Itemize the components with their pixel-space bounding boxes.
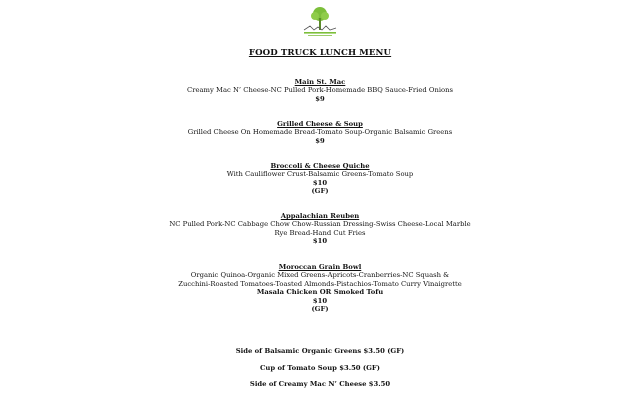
item-name: Grilled Cheese & Soup <box>277 120 363 128</box>
item-name: Appalachian Reuben <box>280 212 360 220</box>
side-creamy-mac: Side of Creamy Mac N’ Cheese $3.50 <box>249 380 391 388</box>
item-price: $10 <box>312 296 328 305</box>
menu-item-moroccan-grain-bowl <box>0 263 640 313</box>
menu-title: FOOD TRUCK LUNCH MENU <box>248 48 392 58</box>
side-balsamic-greens: Side of Balsamic Organic Greens $3.50 (GF) <box>235 347 405 355</box>
item-description: Creamy Mac N’ Cheese-NC Pulled Pork-Homemade BBQ Sauce-Fried Onions <box>187 86 453 95</box>
item-description-line-1: NC Pulled Pork-NC Cabbage Chow Chow-Russian Dressing-Swiss Cheese-Local Marble <box>169 220 471 229</box>
item-price: $10 <box>312 178 328 187</box>
item-description-line-2: Rye Bread-Hand Cut Fries <box>274 228 366 237</box>
item-price: $9 <box>315 136 325 145</box>
item-name: Broccoli & Cheese Quiche <box>270 162 370 170</box>
menu-item-grilled-cheese-soup <box>0 120 640 145</box>
gluten-free-tag: (GF) <box>311 305 329 314</box>
menu-item-main-st-mac <box>0 78 640 103</box>
item-description: With Cauliflower Crust-Balsamic Greens-Tomato Soup <box>226 170 414 179</box>
item-description-line-1: Organic Quinoa-Organic Mixed Greens-Apricots-Cranberries-NC Squash & <box>190 271 450 280</box>
item-description-line-2: Zucchini-Roasted Tomatoes-Toasted Almonds-Pistachios-Tomato Curry Vinaigrette <box>178 279 462 288</box>
item-name: Main St. Mac <box>294 78 346 86</box>
menu-item-broccoli-quiche <box>0 162 640 196</box>
item-description: Grilled Cheese On Homemade Bread-Tomato Soup-Organic Balsamic Greens <box>187 128 453 137</box>
tree-logo-icon <box>296 4 344 42</box>
item-name: Moroccan Grain Bowl <box>278 263 362 271</box>
item-price: $9 <box>315 94 325 103</box>
menu-item-appalachian-reuben <box>0 212 640 246</box>
side-tomato-soup: Cup of Tomato Soup $3.50 (GF) <box>260 364 380 372</box>
item-price: $10 <box>312 237 328 246</box>
gluten-free-tag: (GF) <box>311 187 329 196</box>
item-protein-option: Masala Chicken OR Smoked Tofu <box>256 288 384 297</box>
